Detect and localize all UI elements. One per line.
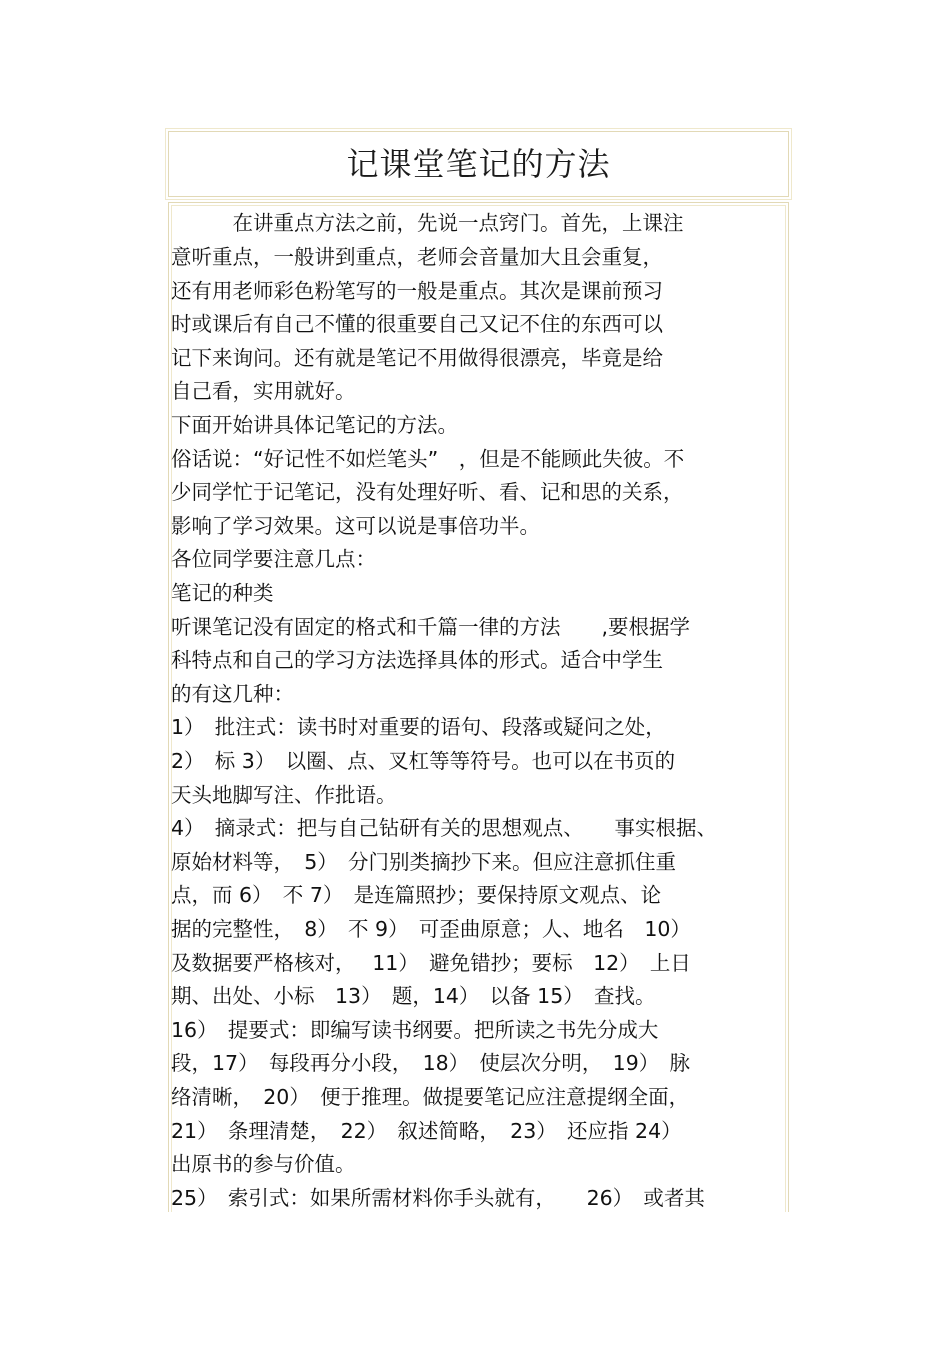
text-line: 下面开始讲具体记笔记的方法。	[171, 413, 458, 437]
text-line: 记下来询问。还有就是笔记不用做得很漂亮，毕竟是给	[171, 346, 663, 370]
text-line: 16） 提要式：即编写读书纲要。把所读之书先分成大	[171, 1018, 659, 1042]
text-line: 原始材料等， 5） 分门别类摘抄下来。但应注意抓住重	[171, 850, 677, 874]
text-line: 还有用老师彩色粉笔写的一般是重点。其次是课前预习	[171, 279, 663, 303]
text-line: 在讲重点方法之前，先说一点窍门。首先，上课注	[171, 211, 684, 235]
text-line: 期、出处、小标 13） 题，14） 以备 15） 查找。	[171, 984, 656, 1008]
title-box	[168, 131, 789, 197]
text-line: 天头地脚写注、作批语。	[171, 783, 397, 807]
text-line: 少同学忙于记笔记，没有处理好听、看、记和思的关系，	[171, 480, 684, 504]
text-line: 的有这几种：	[171, 682, 294, 706]
text-line: 络清晰， 20） 便于推理。做提要笔记应注意提纲全面，	[171, 1085, 690, 1109]
text-line: 科特点和自己的学习方法选择具体的形式。适合中学生	[171, 648, 663, 672]
text-line: 21） 条理清楚， 22） 叙述简略， 23） 还应指 24）	[171, 1119, 682, 1143]
text-line: 听课笔记没有固定的格式和千篇一律的方法 ,要根据学	[171, 615, 691, 639]
text-line: 俗话说：“好记性不如烂笔头” ，但是不能顾此失彼。不	[171, 447, 685, 471]
page-title: 记课堂笔记的方法	[346, 145, 611, 183]
text-line: 4） 摘录式：把与自己钻研有关的思想观点、 事实根据、	[171, 816, 718, 840]
text-line: 出原书的参与价值。	[171, 1152, 356, 1176]
text-line: 及数据要严格核对， 11） 避免错抄；要标 12） 上日	[171, 951, 691, 975]
text-line: 各位同学要注意几点：	[171, 547, 376, 571]
text-line: 据的完整性， 8） 不 9） 可歪曲原意；人、地名 10）	[171, 917, 691, 941]
text-line: 2） 标 3） 以圈、点、叉杠等等符号。也可以在书页的	[171, 749, 676, 773]
text-line: 时或课后有自己不懂的很重要自己又记不住的东西可以	[171, 312, 663, 336]
text-line: 自己看，实用就好。	[171, 379, 356, 403]
text-line: 25） 索引式：如果所需材料你手头就有， 26） 或者其	[171, 1186, 705, 1210]
text-line: 意听重点，一般讲到重点，老师会音量加大且会重复，	[171, 245, 663, 269]
text-line: 点，而 6） 不 7） 是连篇照抄；要保持原文观点、论	[171, 883, 662, 907]
text-line: 笔记的种类	[171, 581, 274, 605]
text-line: 段，17） 每段再分小段， 18） 使层次分明， 19） 脉	[171, 1051, 691, 1075]
text-line: 影响了学习效果。这可以说是事倍功半。	[171, 514, 540, 538]
text-line: 1） 批注式：读书时对重要的语句、段落或疑问之处，	[171, 715, 666, 739]
